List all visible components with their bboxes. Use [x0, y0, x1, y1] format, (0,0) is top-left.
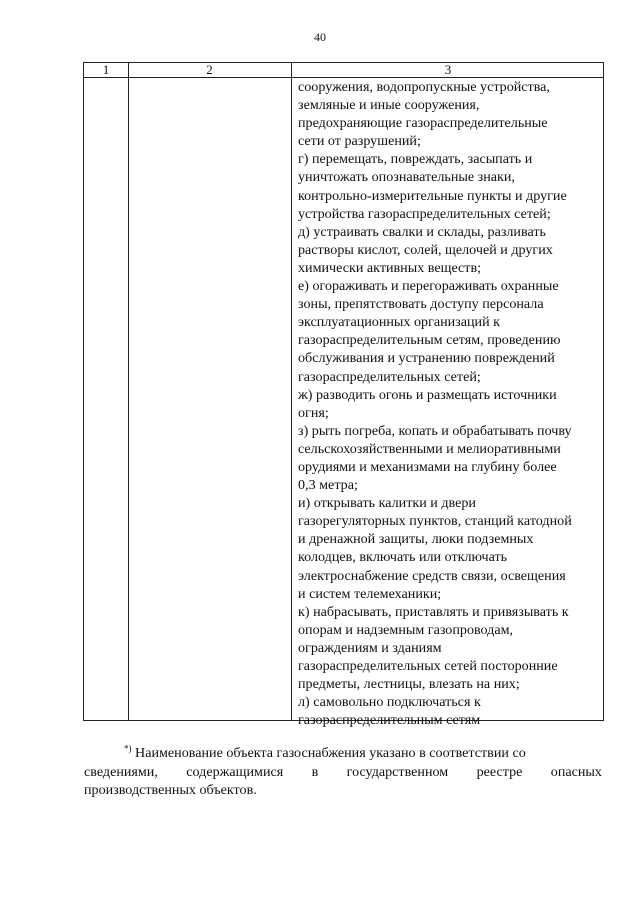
table-text-line: е) огораживать и перегораживать охранные [298, 278, 559, 295]
table-text-line: предохраняющие газораспределительные [298, 115, 548, 132]
footnote-word: сведениями, [84, 763, 158, 780]
table-text-line: сельскохозяйственными и мелиоративными [298, 440, 561, 457]
column-3-content [298, 78, 600, 729]
table-text-line: эксплуатационных организаций к [298, 314, 501, 331]
table-text-line: растворы кислот, солей, щелочей и других [298, 241, 553, 258]
table-text-line: зоны, препятствовать доступу персонала [298, 296, 544, 313]
table-text-line: орудиями и механизмами на глубину более [298, 458, 557, 475]
table-text-line: устройства газораспределительных сетей; [298, 205, 551, 222]
footnote-line-2 [84, 763, 602, 782]
table-text-line: и систем телемеханики; [298, 585, 442, 602]
table-text-line: ограждениям и зданиям [298, 639, 442, 656]
table-text-line: г) перемещать, повреждать, засыпать и [298, 151, 533, 168]
table-text-line: электроснабжение средств связи, освещения [298, 567, 566, 584]
table-text-line: л) самовольно подключаться к [298, 694, 481, 711]
table-text-line: и дренажной защиты, люки подземных [298, 531, 534, 548]
table-text-line: газораспределительным сетям [298, 712, 481, 729]
table-text-line: контрольно-измерительные пункты и другие [298, 187, 567, 204]
footnote-line-1 [84, 744, 602, 763]
table-text-line: газораспределительных сетей; [298, 368, 481, 385]
footnote-line-3: производственных объектов. [84, 782, 257, 798]
table-text-line: опорам и надземным газопроводам, [298, 621, 514, 638]
header-cell-1: 1 [102, 62, 110, 77]
footnote-word: в [311, 763, 319, 780]
footnote-word: опасных [550, 763, 602, 780]
footnote-word: реестре [476, 763, 523, 780]
footnote [84, 744, 602, 800]
table-text-line: ж) разводить огонь и размещать источники [298, 386, 557, 403]
table-text-line: сооружения, водопропускные устройства, [298, 79, 550, 95]
table-text-line: к) набрасывать, приставлять и привязывать к [298, 603, 569, 620]
table-text-line: газораспределительным сетям, проведению [298, 332, 561, 349]
table-text-line: 0,3 метра; [298, 477, 358, 494]
table-text-line: и) открывать калитки и двери [298, 495, 476, 512]
header-cell-2: 2 [206, 62, 213, 77]
table-text-line: газораспределительных сетей посторонние [298, 658, 558, 674]
table-text-line: земляные и иные сооружения, [298, 97, 480, 114]
header-cell-3: 3 [444, 62, 452, 77]
table-text-line: огня; [298, 404, 329, 421]
table-text-line: д) устраивать свалки и склады, разливать [298, 223, 546, 240]
table-text-line: сети от разрушений; [298, 133, 421, 150]
footnote-word: государственном [346, 763, 449, 780]
column-divider [128, 63, 129, 720]
table-text-line: колодцев, включать или отключать [298, 549, 508, 566]
document-table [83, 62, 604, 729]
page-number: 40 [314, 30, 326, 44]
footnote-text: Наименование объекта газоснабжения указано в соответствии со [135, 745, 526, 761]
table-text-line: газорегуляторных пунктов, станций катодной [298, 513, 572, 530]
footnote-word: содержащимися [186, 763, 284, 780]
column-divider [291, 63, 292, 720]
table-text-line: предметы, лестницы, влезать на них; [298, 676, 520, 693]
table-text-line: химически активных веществ; [298, 259, 482, 276]
footnote-marker: *) [124, 743, 132, 754]
table-text-line: уничтожать опознавательные знаки, [298, 169, 515, 186]
table-text-line: з) рыть погреба, копать и обрабатывать почву [298, 422, 572, 439]
table-text-line: обслуживания и устранению повреждений [298, 350, 555, 367]
